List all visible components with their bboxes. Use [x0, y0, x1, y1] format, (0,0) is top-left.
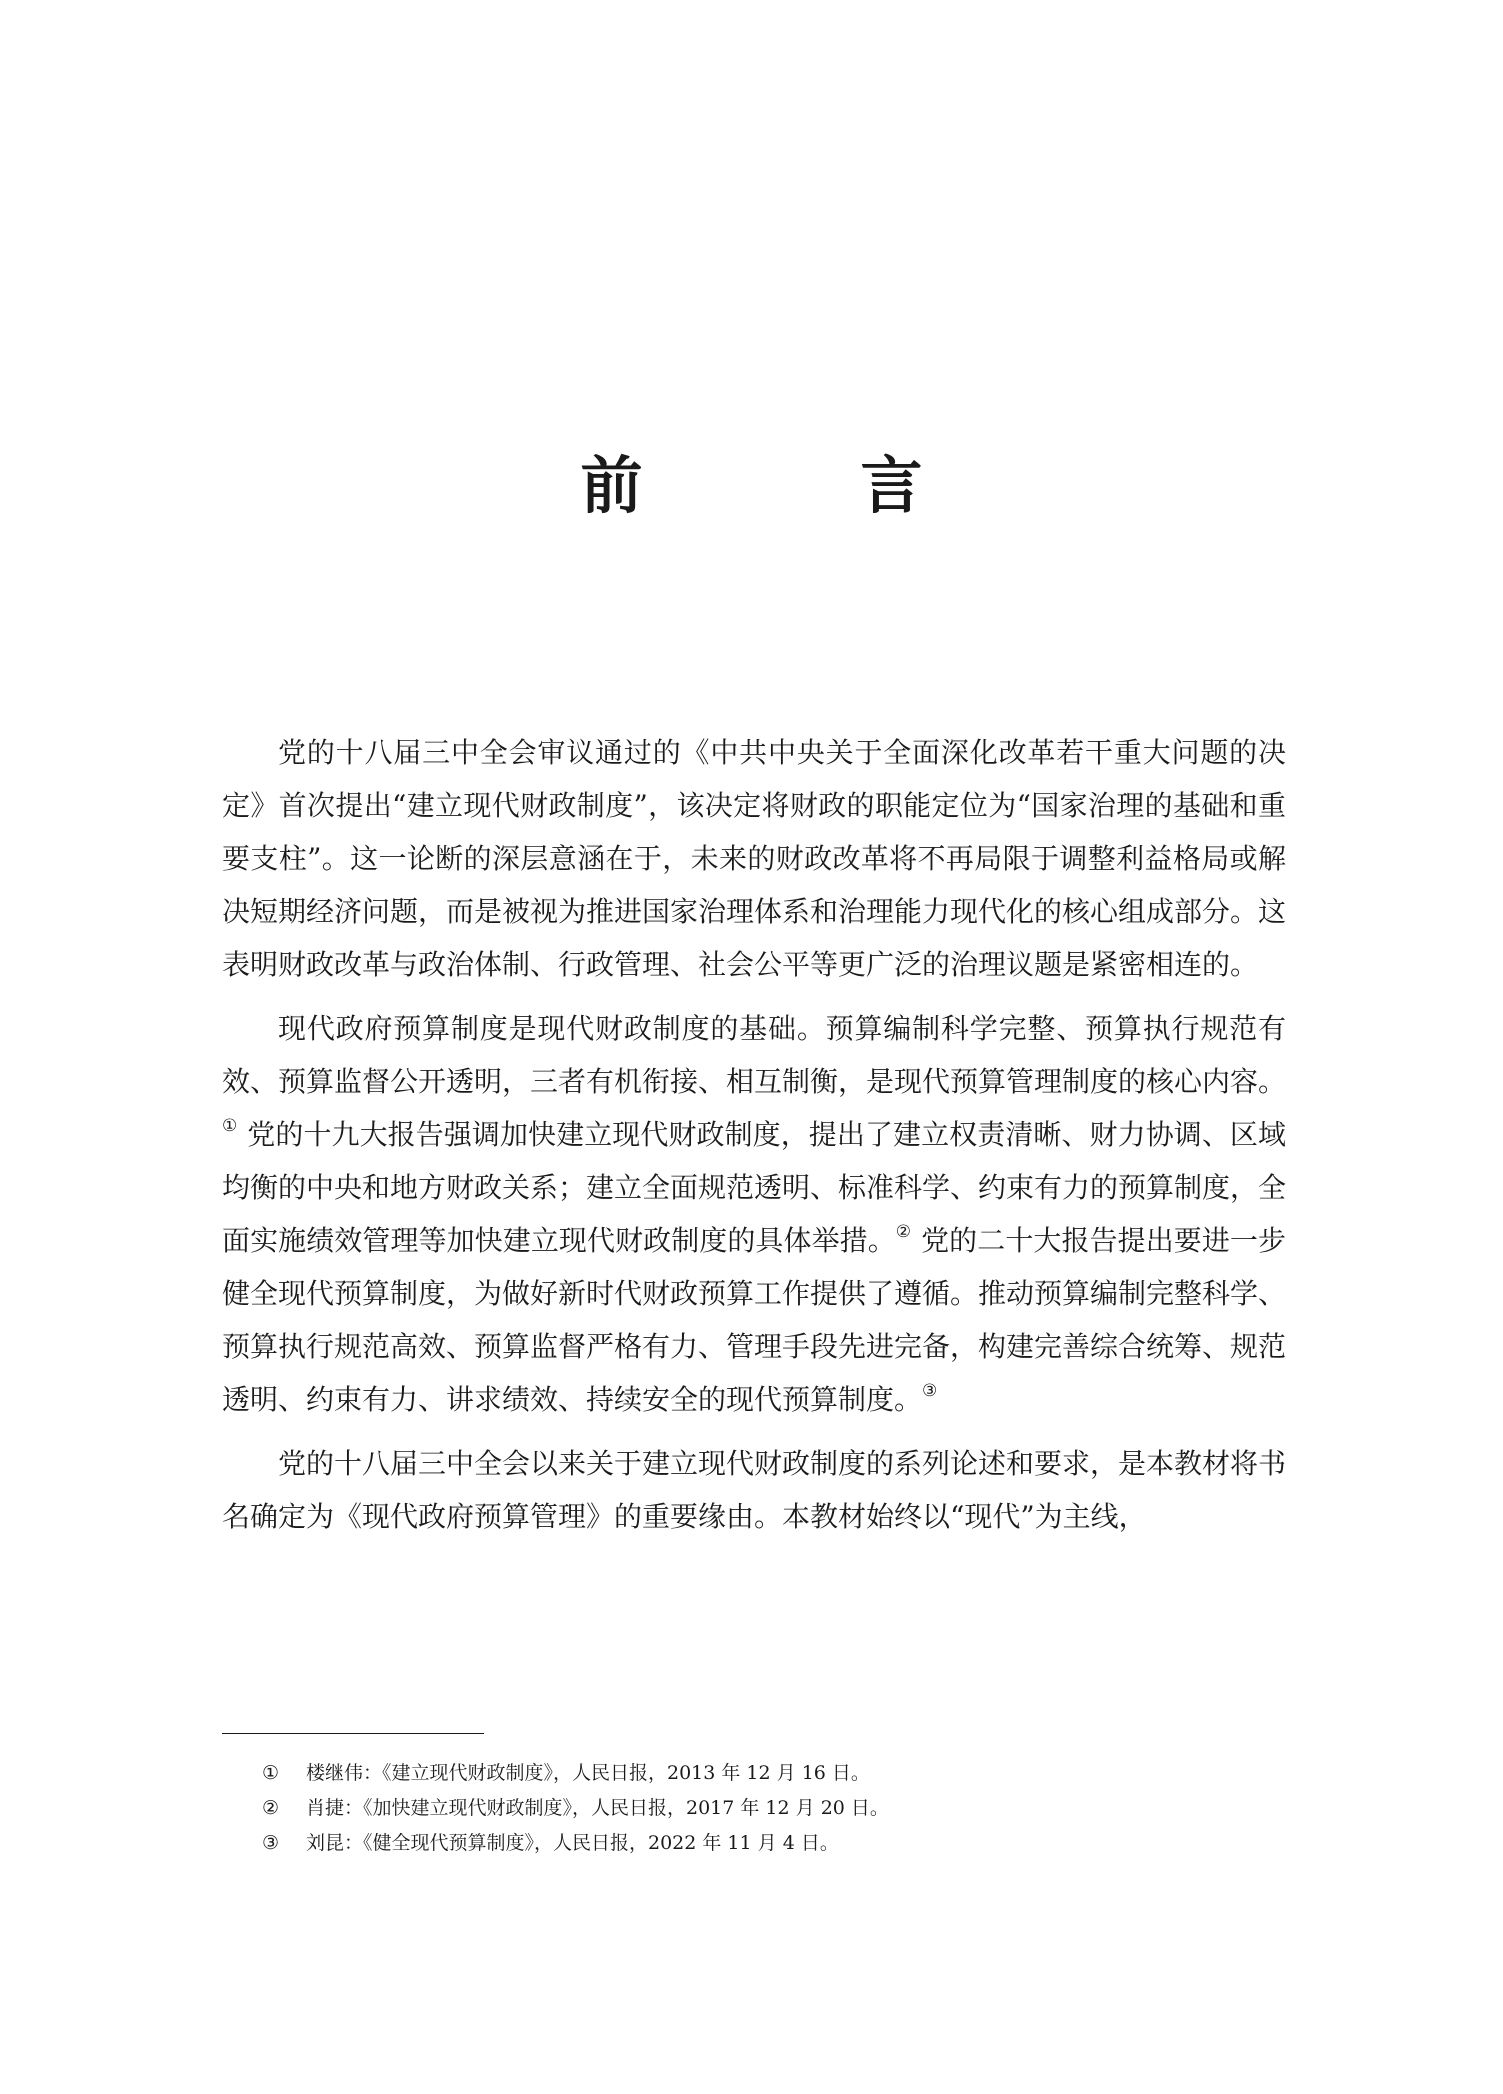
paragraph	[222, 1437, 1286, 1543]
paragraph	[222, 726, 1286, 991]
page-title: 前 言	[580, 449, 1001, 522]
footnote-text: 肖捷：《加快建立现代财政制度》，人民日报，2017 年 12 月 20 日。	[306, 1797, 889, 1819]
footnote-divider	[222, 1733, 484, 1734]
body-text	[222, 726, 1286, 1554]
footnote-mark: ①	[262, 1762, 280, 1784]
footnote-ref-1[interactable]: ①	[222, 1116, 238, 1136]
footnote-item	[262, 1826, 1282, 1861]
footnotes	[262, 1756, 1282, 1861]
paragraph	[222, 1002, 1286, 1426]
footnote-ref-2[interactable]: ②	[895, 1222, 912, 1242]
footnote-text: 刘昆：《健全现代预算制度》，人民日报，2022 年 11 月 4 日。	[306, 1832, 839, 1854]
paragraph-text: 党的十八届三中全会审议通过的《中共中央关于全面深化改革若干重大问题的决定》首次提出“建立现代财政制度”，该决定将财政的职能定位为“国家治理的基础和重要支柱”。这一论断的深层意涵在于，未来的财政改革将不再局限于调整利益格局或解决短期经济问题，而是被视为推进国家治理体系和治理能力现代化的核心组成部分。这表明财政改革与政治体制、行政管理、社会公平等更广泛的治理议题是紧密相连的。	[222, 736, 1287, 981]
paragraph-text: 党的二十大报告提出要进一步健全现代预算制度，为做好新时代财政预算工作提供了遵循。推动预算编制完整科学、预算执行规范高效、预算监督严格有力、管理手段先进完备，构建完善综合统筹、规范透明、约束有力、讲求绩效、持续安全的现代预算制度。	[222, 1224, 1287, 1416]
footnote-item	[262, 1791, 1282, 1826]
footnote-item	[262, 1756, 1282, 1791]
footnote-mark: ②	[262, 1797, 280, 1819]
paragraph-text: 党的十八届三中全会以来关于建立现代财政制度的系列论述和要求，是本教材将书名确定为《现代政府预算管理》的重要缘由。本教材始终以“现代”为主线，	[222, 1447, 1287, 1533]
paragraph-text: 现代政府预算制度是现代财政制度的基础。预算编制科学完整、预算执行规范有效、预算监督公开透明，三者有机衔接、相互制衡，是现代预算管理制度的核心内容。	[222, 1012, 1287, 1098]
footnote-text: 楼继伟：《建立现代财政制度》，人民日报，2013 年 12 月 16 日。	[306, 1762, 870, 1784]
paragraph-text: 党的十九大报告强调加快建立现代财政制度，提出了建立权责清晰、财力协调、区域均衡的中央和地方财政关系；建立全面规范透明、标准科学、约束有力的预算制度，全面实施绩效管理等加快建立现代财政制度的具体举措。	[222, 1118, 1287, 1257]
footnote-ref-3[interactable]: ③	[922, 1381, 938, 1401]
footnote-mark: ③	[262, 1832, 280, 1854]
